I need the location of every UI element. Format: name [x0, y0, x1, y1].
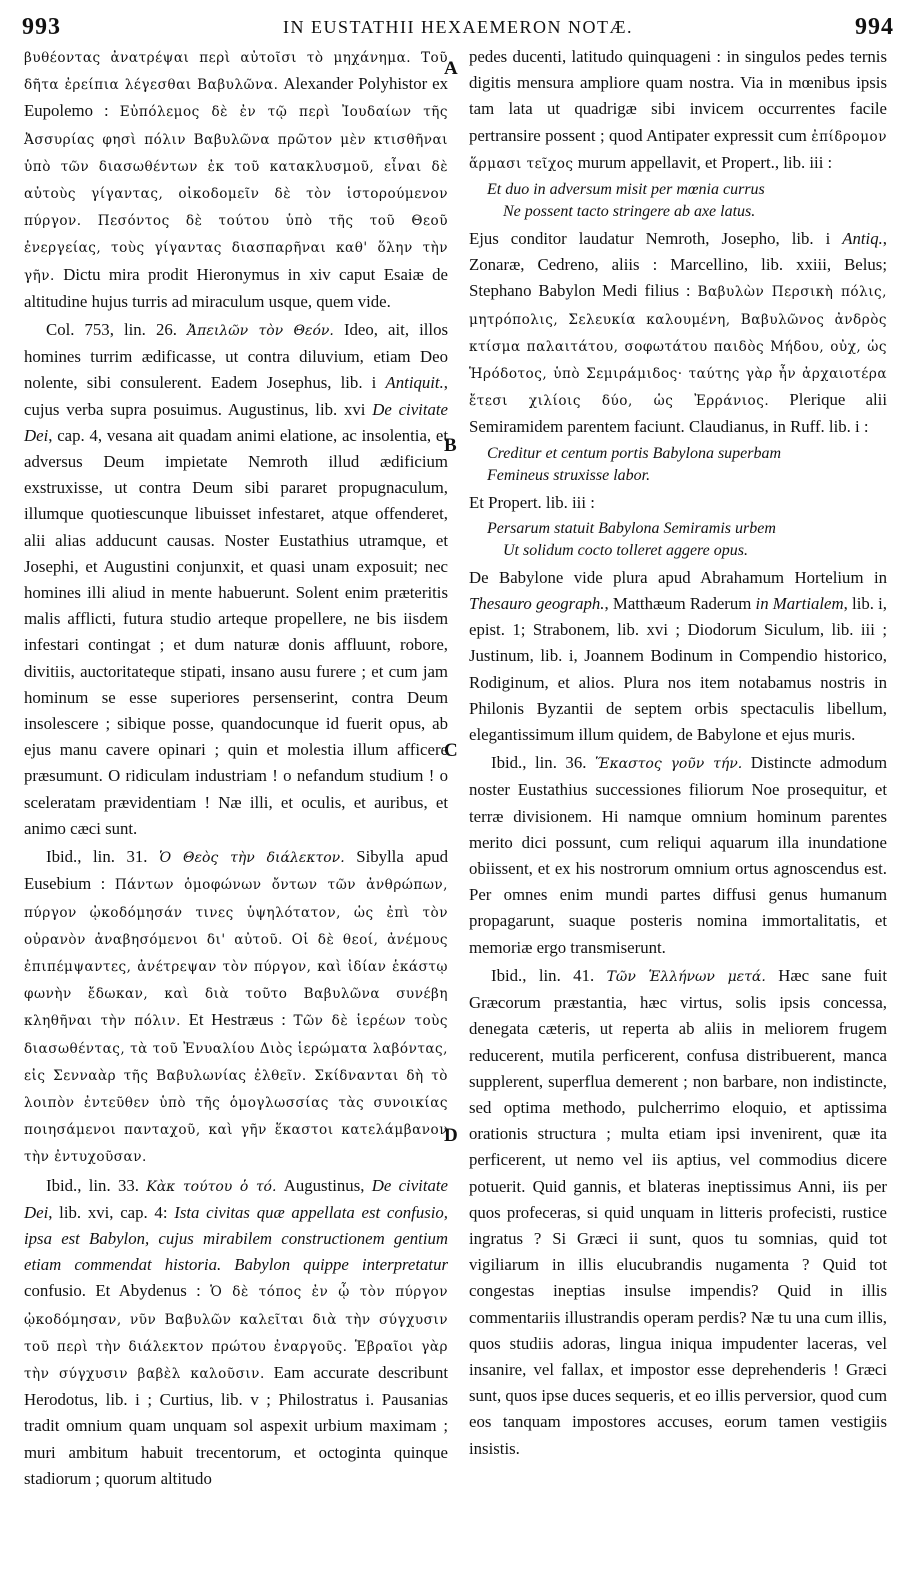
margin-marker-d: D [444, 1125, 458, 1146]
italic-text: Antiquit. [385, 373, 444, 393]
greek-text: Βαβυλὼν Περσικὴ πόλις, μητρόπολις, Σελευκία καλουμένη, Βαβυλῶνος ἀνδρὸς κτίσμα παλαιτάτου, σοφωτάτου παιδὸς Μήδου, οὐχ, ὡς Ἡρόδοτος, ὑπὸ Σεμιράμιδος· ταύτης γὰρ ἦν ἀρχαιοτέρα ἔτεσι χιλίοις δύο, ὡς Ἐρράνιος. [469, 284, 887, 410]
paragraph [469, 963, 887, 1462]
verse-line: Et duo in adversum misit per mœnia currus [487, 181, 765, 199]
text: Sibylla apud Eusebium : [24, 847, 449, 894]
greek-text: βυθέοντας ἀνατρέψαι περὶ αὐτοῖσι τὸ μηχάνημα. Τοῦ δῆτα ἐρείπια λέγεσθαι Βαβυλῶνα. [24, 50, 448, 94]
text: , cap. 4, vesana ait quadam animi elatione, ac insolentia, et adversus Deum impietate Nemroth illud ædificium exstruxisse, ut contra Deum sibi pararet propugnaculum, illumque quotiescunque libuisset infestaret, atque offenderet, alii alias adducunt causas. Noster Eustathius utramque, et Josephi, et Augustini conjunxit, et quasi unam exposuit; nec homines illi aliud in mente habuerunt. Solent enim præteritis malis afflicti, futura studio arteque propellere, ne bis iisdem infestari contingat ; et dum naturæ donis affluunt, robore, divitiis, auctoritateque stipati, insano ausu furere ; et cum jam hominum se esse superiores persenserint, contra Deum insolescere ; sibique posse, quandocunque id fuerit opus, ab ejus manu cavere opinari ; quin et molestia illum afficere præsumunt. O ridiculam industriam ! o nefandum studium ! o sceleratam prævidentiam ! Næ illi, et oculis, et auribus, et animo cæci sunt. [24, 425, 448, 838]
paragraph [24, 844, 448, 1170]
greek-text: Τῶν δὲ ἱερέων τοὺς διασωθέντας, τὰ τοῦ Ἐνυαλίου Διὸς ἱερώματα λαβόντας, εἰς Σενναὰρ τῆς Βαβυλωνίας ἐλθεῖν. Σκίδνανται δὴ τὸ λοιπὸν ἐντεῦθεν ὑπὸ τῆς ὁμογλωσσίας τὰς συνοικίας ποιησάμενοι πανταχοῦ, καὶ γῆν ἕκαστοι κατελάμβανον τὴν ἐντυχοῦσαν. [24, 1013, 449, 1166]
paragraph [24, 317, 448, 842]
running-title: IN EUSTATHII HEXAEMERON NOTÆ. [282, 17, 634, 37]
verse-line: Persarum statuit Babylona Semiramis urbem [487, 519, 776, 537]
text: , cujus verba supra posuimus. Augustinus, lib. xvi [24, 373, 448, 419]
reference: Col. 753, lin. 26. [46, 320, 188, 340]
text: Ejus conditor laudatur Nemroth, Josepho, lib. i [469, 229, 843, 249]
reference: Ibid., lin. 31. [46, 847, 160, 867]
paragraph [469, 565, 887, 748]
text: Distincte admodum noster Eustathius successiones filiorum Noe prosequitur, et terræ divisionem. Hi namque omnium hominum parentes merito dici possunt, cum reliqui aquarum illa inundatione obiissent, et ex his nostrorum omnium ortus agnoscendus est. Per omnes enim mundi partes diffusi genus humanum propagarunt, suaque posteris nomina immortalitatis, et memoriæ ergo transmiserunt. [469, 753, 887, 957]
paragraph [469, 226, 887, 441]
verse-quote [469, 179, 887, 223]
text: , lib. xvi, cap. 4: [48, 1202, 175, 1222]
verse-line: Femineus struxisse labor. [487, 466, 651, 484]
greek-text: Πάντων ὁμοφώνων ὄντων τῶν ἀνθρώπων, πύργον ᾠκοδόμησάν τινες ὑψηλότατον, ὡς ἐπὶ τὸν οὐρανὸν ἀναβησόμενοι δι' αὐτοῦ. Οἱ δὲ θεοί, ἀνέμους ἐπιπέμψαντες, ἀνέτρεψαν τὸν πύργον, καὶ ἰδίαν ἑκάστῳ φωνὴν ἔδωκαν, καὶ διὰ τοῦτο Βαβυλῶνα συνέβη κληθῆναι τὴν πόλιν. [24, 877, 448, 1030]
text: Dictu mira prodit Hieronymus in xiv caput Esaiæ de altitudine hujus turris ad miraculum usque, quem vide. [24, 264, 448, 311]
lemma: Τῶν Ἑλλήνων μετά. [606, 968, 766, 985]
text: confusio. Et Abydenus : [24, 1281, 211, 1301]
italic-text: in Martialem [755, 594, 844, 614]
text: , Zonaræ, Cedreno, aliis : Marcellino, lib. xxiii, Belus; Stephano Babylon Medi filius : [469, 229, 887, 301]
page-number-left: 993 [22, 14, 61, 40]
italic-text: De civitate Dei [24, 399, 448, 445]
text: pedes ducenti, latitudo quinquageni : in singulos pedes ternis digitis mensura ampliore quam nostra. Via in mœnibus ipsis tam lata ut quadrigæ sibi invicem occurrentes facile pertransire possent ; quod Antipater expressit cum [469, 47, 887, 145]
lemma: Ἕκαστος γοῦν τήν. [594, 756, 743, 773]
reference: Ibid., lin. 41. [491, 965, 607, 985]
italic-text: Antiq. [842, 229, 883, 249]
text: Plerique alii Semiramidem parentem faciunt. Claudianus, in Ruff. lib. i : [469, 390, 887, 437]
lemma: Ἀπειλῶν τὸν Θεόν. [187, 323, 334, 340]
paragraph [469, 750, 887, 961]
paragraph [469, 490, 887, 516]
text: Augustinus, [276, 1175, 372, 1195]
text: , lib. i, epist. 1; Strabonem, lib. xvi ; Diodorum Siculum, lib. iii ; Justinum, lib. i, Joannem Bodinum in Compendio historico, Rodiginum, et alios. Plura nos item notabamus nostris in Philonis Byzantii de septem orbis spectaculis libellum, elegantissimum illum quidem, de Babylone et ejus muris. [469, 594, 888, 745]
text: Eam accurate describunt Herodotus, lib. i ; Curtius, lib. v ; Philostratus i. Pausanias tradit omnium quam unquam sol aspexit urbium maximam ; muri ambitum habuit trecentorum, et octoginta quinque stadiorum ; quorum altitudo [24, 1362, 448, 1488]
lemma: Ὁ Θεὸς τὴν διάλεκτον. [159, 850, 345, 867]
verse-quote [469, 443, 887, 487]
margin-marker-a: A [444, 58, 458, 79]
text: , Matthæum Raderum [604, 594, 756, 614]
italic-text: Thesauro geograph. [469, 594, 605, 614]
reference: Ibid., lin. 36. [491, 753, 595, 773]
margin-marker-c: C [444, 740, 458, 761]
page-number-right: 994 [855, 14, 894, 40]
greek-text: Εὐπόλεμος δὲ ἐν τῷ περὶ Ἰουδαίων τῆς Ἀσσυρίας φησὶ πόλιν Βαβυλῶνα πρῶτον μὲν κτισθῆναι ὑπὸ τῶν διασωθέντων ἐκ τοῦ κατακλυσμοῦ, εἶναι δὲ αὐτοὺς γίγαντας, οἰκοδομεῖν δὲ τὸν ἱστορούμενον πύργον. Πεσόντος δὲ τούτου ὑπὸ τῆς τοῦ Θεοῦ ἐνεργείας, τοὺς γίγαντας διασπαρῆναι καθ' ὅλην τὴν γῆν. [24, 104, 448, 284]
italic-text: Ista civitas quæ appellata est confusio, ipsa est Babylon, cujus mirabilem constructionem gentium etiam commendat historia. Babylon quippe interpretatur [24, 1202, 448, 1275]
text: Alexander Polyhistor ex Eupolemo : [24, 74, 448, 121]
text: De Babylone vide plura apud Abrahamum Hortelium in [469, 567, 887, 587]
paragraph [24, 44, 448, 315]
verse-line: Creditur et centum portis Babylona superbam [487, 444, 782, 462]
text: Ideo, ait, illos homines turrim ædificasse, ut contra diluvium, etiam Deo nolente, sibi consulerent. Eadem Josephus, lib. i [24, 320, 449, 393]
margin-marker-b: B [444, 435, 457, 456]
greek-text: Ὁ δὲ τόπος ἐν ᾧ τὸν πύργον ᾠκοδόμησαν, νῦν Βαβυλῶν καλεῖται διὰ τὴν σύγχυσιν τοῦ περὶ τὴν διάλεκτον πρώτου ἐναργοῦς. Ἑβραῖοι γὰρ τὴν σύγχυσιν βαβὲλ καλοῦσιν. [24, 1284, 448, 1382]
left-column [24, 44, 448, 1494]
paragraph [24, 1173, 448, 1492]
text: Et Propert. lib. iii : [469, 492, 595, 512]
lemma: Κὰκ τούτου ὁ τό. [146, 1178, 277, 1195]
right-column [469, 44, 887, 1464]
verse-quote [469, 518, 887, 562]
paragraph [469, 44, 887, 177]
text: Et Hestræus : [180, 1010, 294, 1030]
text: murum appellavit, et Propert., lib. iii : [573, 152, 833, 172]
verse-line: Ne possent tacto stringere ab axe latus. [503, 203, 756, 221]
greek-text: ἐπίδρομον ἅρμασι τεῖχος [469, 128, 887, 172]
reference: Ibid., lin. 33. [46, 1175, 147, 1195]
italic-text: De civitate Dei [24, 1175, 448, 1222]
page-header [22, 14, 894, 48]
verse-line: Ut solidum cocto tolleret aggere opus. [503, 541, 748, 559]
text: Hæc sane fuit Græcorum præstantia, hæc virtus, solis ipsis concessa, denegata cæteris, ut reperta ab aliis in meliorem frugem reducerent, mutila perficerent, confusa distribuerent, manca supplerent, superflua demerent ; non barbare, non indistincte, sed optima methodo, pulcherrimo eloquio, et aptissima orationis structura ; multa etiam ipsi invenirent, quæ ita perficerent, ut nemo vel iis aptius, vel commodius dicere potuerit. Quid gannis, et blateras ineptissimus Anni, iis per quos profeceras, si quid unquam in litteris profecisti, rustice ingratus ? Si Græci ii sunt, quos tu somnias, quid tot vigiliarum in illis elucubrandis nugamenta ? Quid tot congestas ineptias insulse impendis? Quid in illis commentariis illustrandis operam perdis? Næ tu una cum illis, quos studiis adoras, lingua iniqua impudenter laceras, vel insanire, vel fallax, et impostor esse deprehenderis ! Græci sunt, quos ipse duces sequeris, et eo illis perversior, quod cum eos tanquam impostores accuses, eorum tamen vestigiis insistis. [469, 965, 888, 1458]
